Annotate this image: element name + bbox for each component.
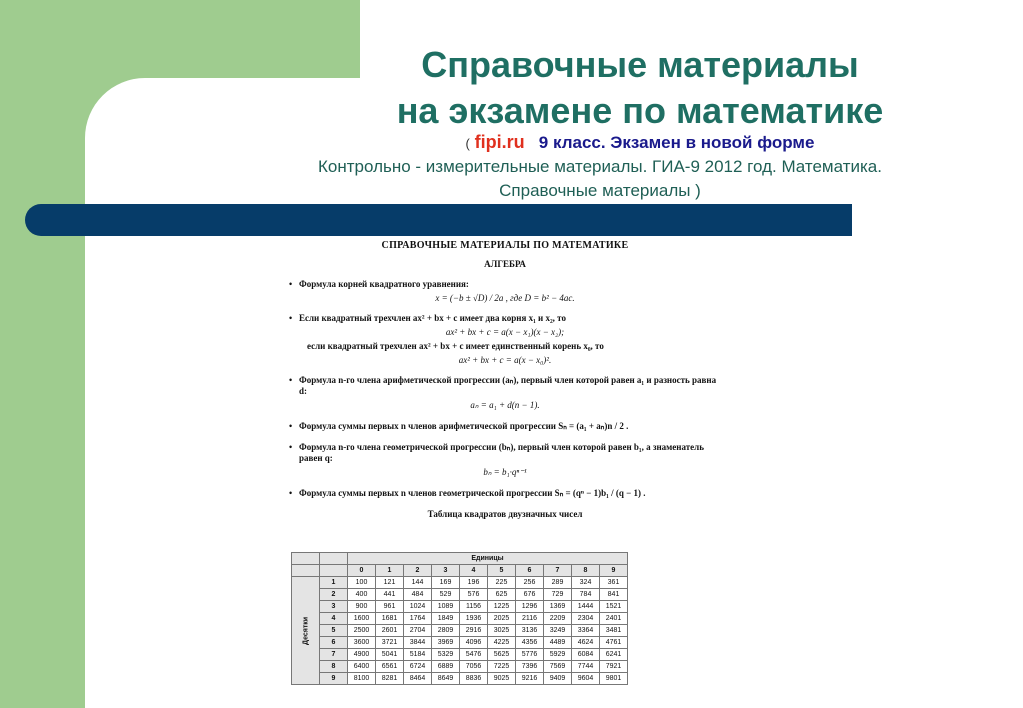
table-cell: 361 <box>600 577 628 589</box>
table-cell: 8464 <box>404 673 432 685</box>
table-cell: 9604 <box>572 673 600 685</box>
squares-table <box>291 552 628 685</box>
table-cell: 8836 <box>460 673 488 685</box>
table-cell: 3136 <box>516 625 544 637</box>
table-cell: 1369 <box>544 601 572 613</box>
formula-arith-nth: aₙ = a₁ + d(n − 1). <box>470 400 540 410</box>
table-cell: 3721 <box>376 637 404 649</box>
item-geom-nth: • Формула n-го члена геометрической прогрессии (bₙ), первый член которой равен b₁, а знаменатель равен q: <box>299 442 725 463</box>
table-cell: 3481 <box>600 625 628 637</box>
tens-header-cell: 5 <box>320 625 348 637</box>
table-cell: 5184 <box>404 649 432 661</box>
table-cell: 2916 <box>460 625 488 637</box>
table-cell: 144 <box>404 577 432 589</box>
item-arith-sum: • Формула суммы первых n членов арифметической прогрессии Sₙ = (a₁ + aₙ)n / 2 . <box>299 421 725 432</box>
table-corner <box>292 565 320 577</box>
table-cell: 676 <box>516 589 544 601</box>
table-cell: 4225 <box>488 637 516 649</box>
table-cell: 3969 <box>432 637 460 649</box>
item-two-roots: • Если квадратный трехчлен ax² + bx + c имеет два корня x₁ и x₂, то <box>299 313 725 323</box>
table-cell: 5041 <box>376 649 404 661</box>
tens-header-cell: 4 <box>320 613 348 625</box>
table-cell: 529 <box>432 589 460 601</box>
table-row <box>292 601 628 613</box>
table-cell: 5329 <box>432 649 460 661</box>
table-row <box>292 613 628 625</box>
table-row <box>292 625 628 637</box>
table-cell: 484 <box>404 589 432 601</box>
table-cell: 1156 <box>460 601 488 613</box>
table-cell: 2601 <box>376 625 404 637</box>
tens-header-cell: 3 <box>320 601 348 613</box>
item-single-root: если квадратный трехчлен ax² + bx + c имеет единственный корень x₀, то <box>307 341 604 351</box>
table-cell: 256 <box>516 577 544 589</box>
table-cell: 7225 <box>488 661 516 673</box>
table-cell: 841 <box>600 589 628 601</box>
table-corner <box>320 553 348 565</box>
table-cell: 1024 <box>404 601 432 613</box>
table-cell: 8100 <box>348 673 376 685</box>
table-cell: 2401 <box>600 613 628 625</box>
table-cell: 441 <box>376 589 404 601</box>
table-cell: 3249 <box>544 625 572 637</box>
slide-title-line2: на экзамене по математике <box>396 90 884 131</box>
item-arith-nth: • Формула n-го члена арифметической прогрессии (aₙ), первый член которой равен a₁ и разность равна d: <box>299 375 725 396</box>
item-quadratic-roots: • Формула корней квадратного уравнения: <box>299 279 725 289</box>
table-cell: 576 <box>460 589 488 601</box>
table-cell: 8649 <box>432 673 460 685</box>
table-cell: 6561 <box>376 661 404 673</box>
table-row <box>292 661 628 673</box>
table-cell: 6084 <box>572 649 600 661</box>
table-row <box>292 649 628 661</box>
table-cell: 1521 <box>600 601 628 613</box>
units-header-cell: 3 <box>432 565 460 577</box>
tens-header-cell: 9 <box>320 673 348 685</box>
table-cell: 400 <box>348 589 376 601</box>
table-cell: 625 <box>488 589 516 601</box>
table-cell: 4900 <box>348 649 376 661</box>
table-cell: 169 <box>432 577 460 589</box>
subtitle-line2: Контрольно - измерительные материалы. ГИА-9 2012 год. Математика. <box>318 157 882 176</box>
table-cell: 7744 <box>572 661 600 673</box>
table-cell: 2304 <box>572 613 600 625</box>
table-cell: 121 <box>376 577 404 589</box>
item-geom-sum: • Формула суммы первых n членов геометрической прогрессии Sₙ = (qⁿ − 1)b₁ / (q − 1) . <box>299 488 725 499</box>
site-link[interactable]: fipi.ru <box>474 132 525 152</box>
table-cell: 9409 <box>544 673 572 685</box>
table-cell: 4624 <box>572 637 600 649</box>
units-header-cell: 2 <box>404 565 432 577</box>
table-cell: 2025 <box>488 613 516 625</box>
tens-header-cell: 6 <box>320 637 348 649</box>
table-cell: 1600 <box>348 613 376 625</box>
subtitle-line1 <box>300 132 980 153</box>
table-cell: 1936 <box>460 613 488 625</box>
table-cell: 1225 <box>488 601 516 613</box>
table-cell: 4096 <box>460 637 488 649</box>
tens-label: Десятки <box>292 577 320 685</box>
table-cell: 729 <box>544 589 572 601</box>
units-header-cell: 6 <box>516 565 544 577</box>
table-corner <box>292 553 320 565</box>
units-header-cell: 8 <box>572 565 600 577</box>
units-header-cell: 0 <box>348 565 376 577</box>
table-cell: 7056 <box>460 661 488 673</box>
table-cell: 196 <box>460 577 488 589</box>
table-cell: 1849 <box>432 613 460 625</box>
units-header-cell: 1 <box>376 565 404 577</box>
subtitle-lines <box>200 155 1000 203</box>
table-cell: 3844 <box>404 637 432 649</box>
formula-quadratic-roots: x = (−b ± √D) / 2a , где D = b² − 4ac. <box>435 293 575 303</box>
formula-two-roots: ax² + bx + c = a(x − x₁)(x − x₂); <box>445 327 565 337</box>
table-cell: 8281 <box>376 673 404 685</box>
units-header-cell: 7 <box>544 565 572 577</box>
table-cell: 1444 <box>572 601 600 613</box>
reference-document <box>285 236 725 706</box>
table-cell: 9216 <box>516 673 544 685</box>
table-row <box>292 589 628 601</box>
table-cell: 2209 <box>544 613 572 625</box>
table-cell: 784 <box>572 589 600 601</box>
table-cell: 7396 <box>516 661 544 673</box>
subtitle-line3: Справочные материалы ) <box>499 181 701 200</box>
table-cell: 9801 <box>600 673 628 685</box>
tens-header-cell: 1 <box>320 577 348 589</box>
table-cell: 7569 <box>544 661 572 673</box>
table-cell: 1764 <box>404 613 432 625</box>
table-cell: 7921 <box>600 661 628 673</box>
formula-geom-nth: bₙ = b₁·qⁿ⁻¹ <box>483 467 527 477</box>
table-cell: 6724 <box>404 661 432 673</box>
open-paren: ( <box>465 136 470 151</box>
units-header-cell: 9 <box>600 565 628 577</box>
table-cell: 2704 <box>404 625 432 637</box>
table-cell: 900 <box>348 601 376 613</box>
units-header-cell: 5 <box>488 565 516 577</box>
table-cell: 225 <box>488 577 516 589</box>
section-heading: АЛГЕБРА <box>484 259 526 269</box>
tens-header-cell: 2 <box>320 589 348 601</box>
table-cell: 2500 <box>348 625 376 637</box>
table-cell: 6400 <box>348 661 376 673</box>
table-cell: 961 <box>376 601 404 613</box>
table-cell: 1089 <box>432 601 460 613</box>
table-cell: 3025 <box>488 625 516 637</box>
table-cell: 1681 <box>376 613 404 625</box>
table-cell: 100 <box>348 577 376 589</box>
grade-text: 9 класс. Экзамен в новой форме <box>538 133 815 152</box>
table-cell: 9025 <box>488 673 516 685</box>
table-cell: 5476 <box>460 649 488 661</box>
units-header-cell: 4 <box>460 565 488 577</box>
table-cell: 289 <box>544 577 572 589</box>
table-row <box>292 673 628 685</box>
table-cell: 4356 <box>516 637 544 649</box>
slide-title-line1: Справочные материалы <box>421 44 859 85</box>
table-cell: 4489 <box>544 637 572 649</box>
document-heading: СПРАВОЧНЫЕ МАТЕРИАЛЫ ПО МАТЕМАТИКЕ <box>381 240 629 251</box>
header-bar <box>25 204 852 236</box>
table-cell: 6889 <box>432 661 460 673</box>
tens-header-cell: 8 <box>320 661 348 673</box>
table-cell: 4761 <box>600 637 628 649</box>
squares-table-title: Таблица квадратов двузначных чисел <box>427 509 583 519</box>
table-cell: 5625 <box>488 649 516 661</box>
table-cell: 2809 <box>432 625 460 637</box>
table-cell: 5929 <box>544 649 572 661</box>
units-label: Единицы <box>348 553 628 565</box>
table-cell: 6241 <box>600 649 628 661</box>
table-cell: 5776 <box>516 649 544 661</box>
formula-single-root: ax² + bx + c = a(x − x₀)². <box>458 355 552 365</box>
table-cell: 324 <box>572 577 600 589</box>
table-row <box>292 637 628 649</box>
table-cell: 3600 <box>348 637 376 649</box>
tens-header-cell: 7 <box>320 649 348 661</box>
table-cell: 3364 <box>572 625 600 637</box>
table-cell: 2116 <box>516 613 544 625</box>
table-corner <box>320 565 348 577</box>
table-row <box>292 577 628 589</box>
table-cell: 1296 <box>516 601 544 613</box>
